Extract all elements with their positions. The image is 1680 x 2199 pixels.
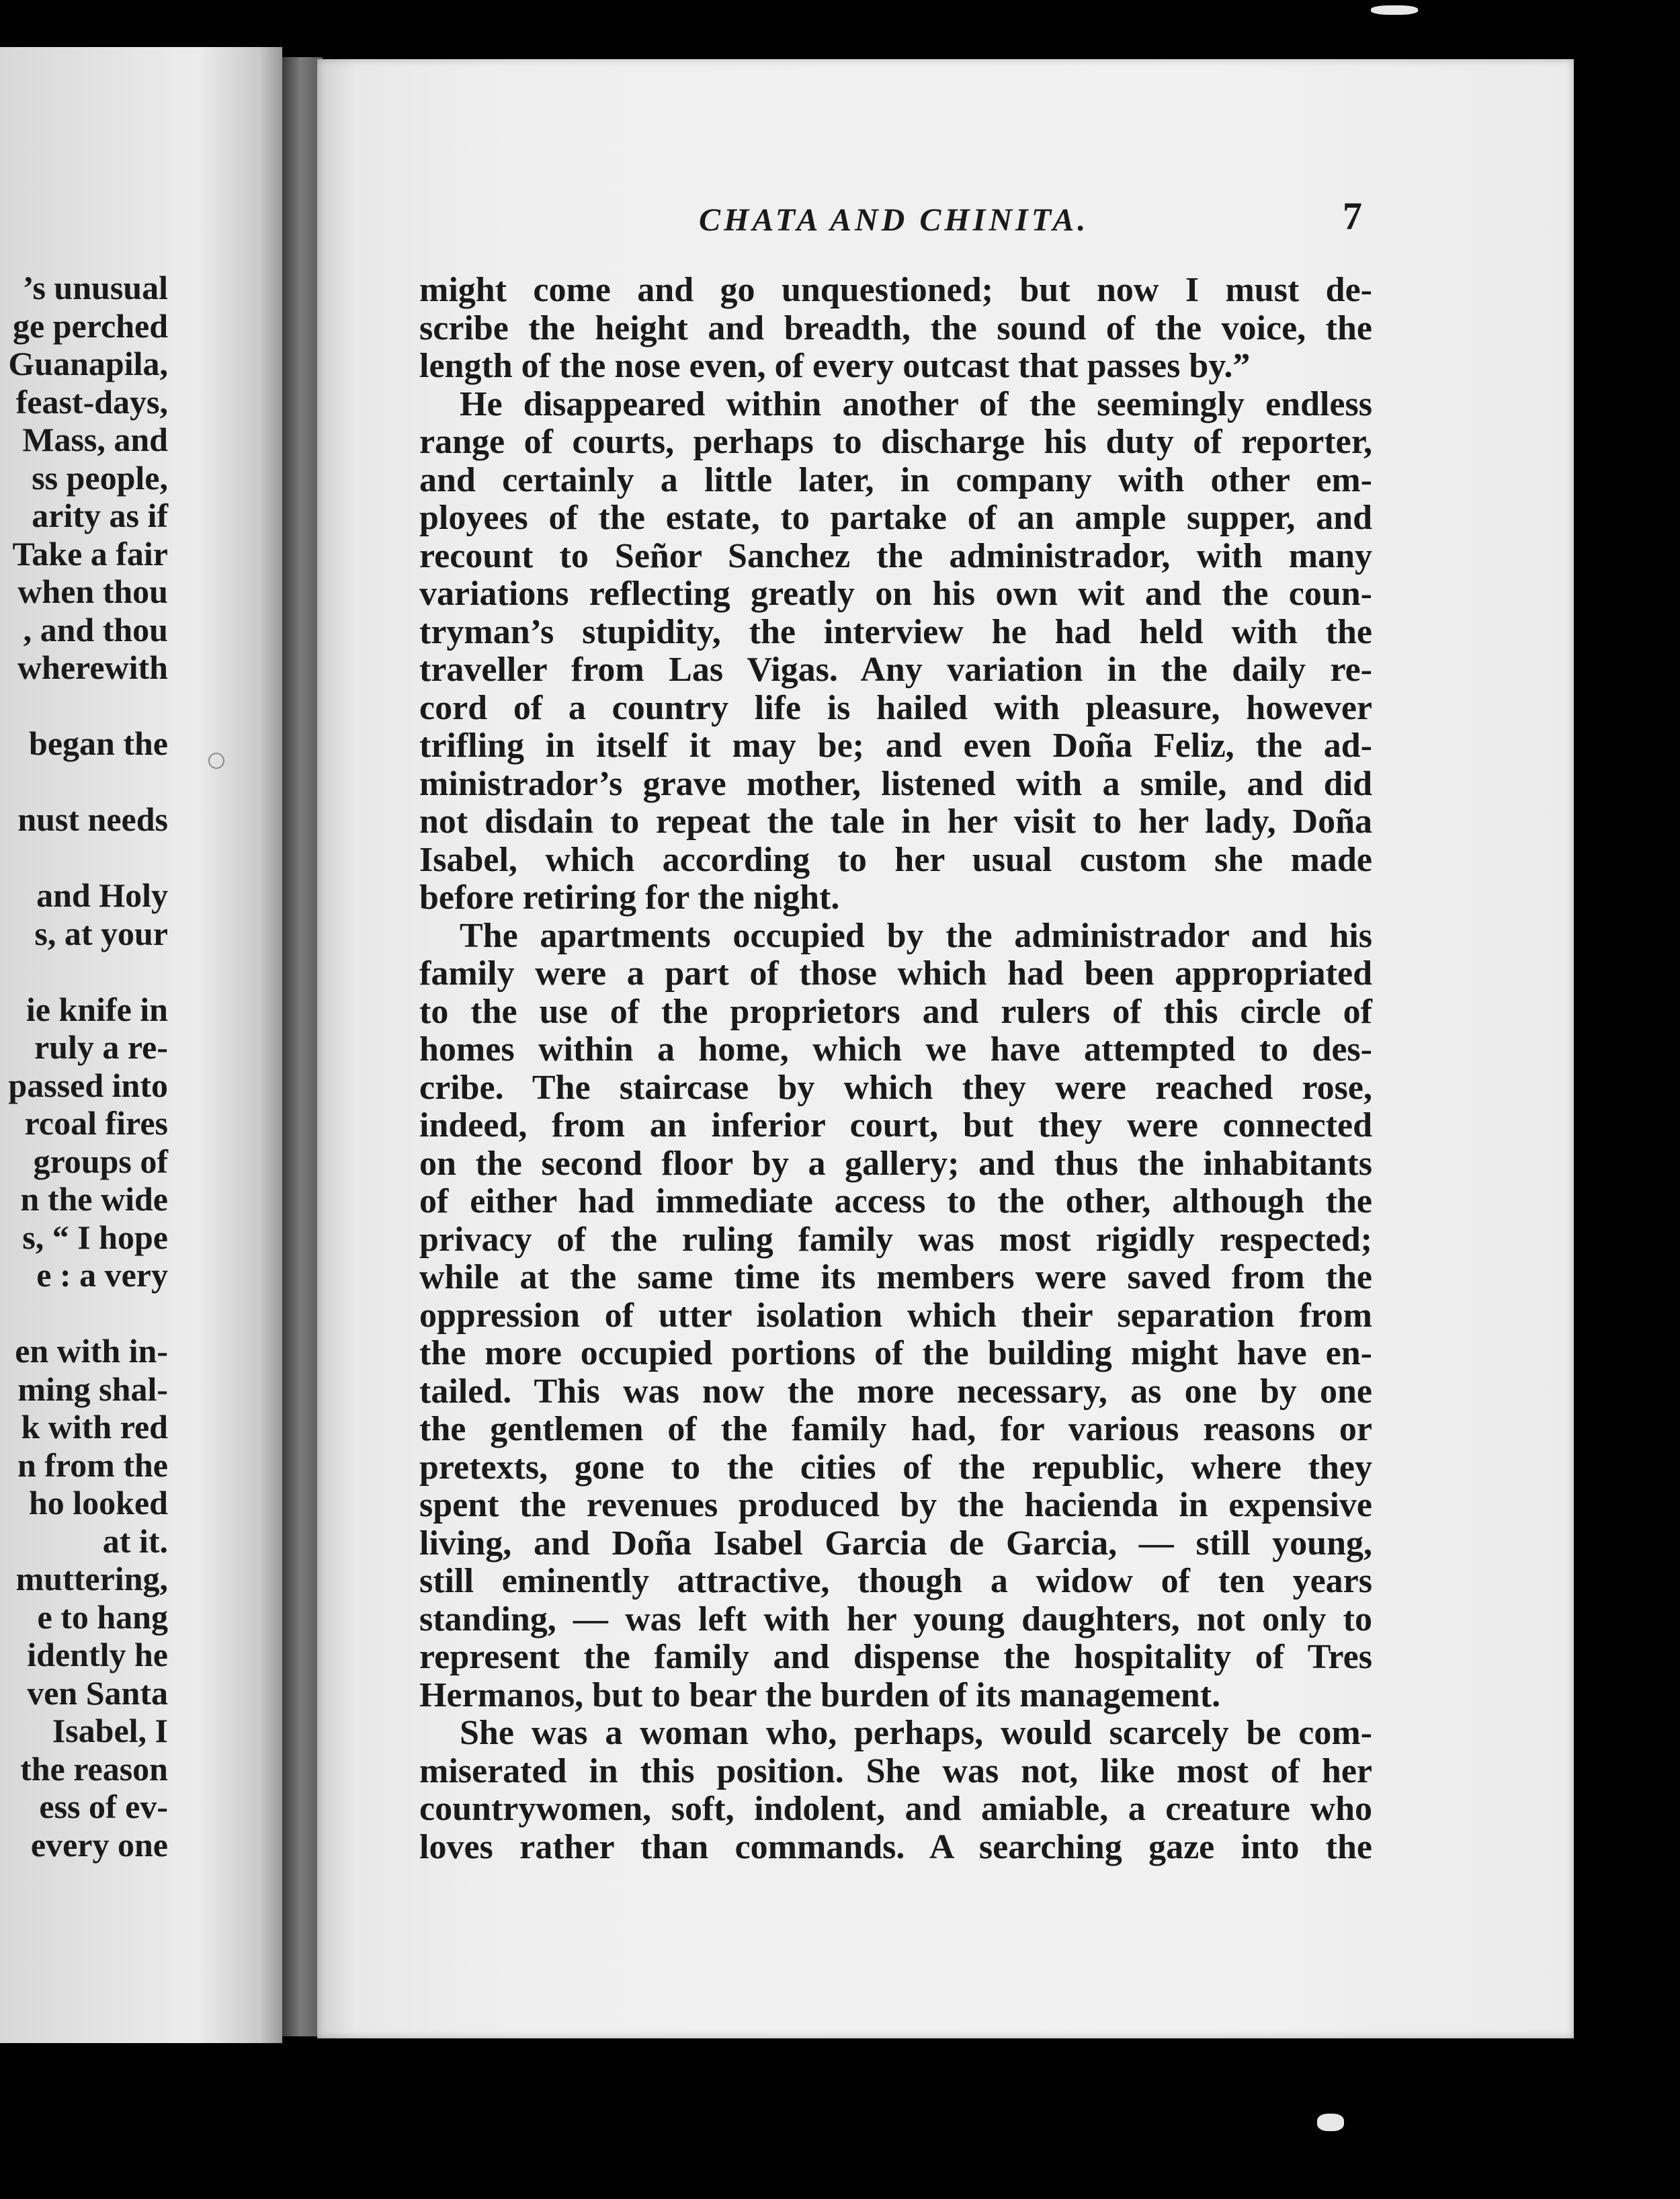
left-page-line: idently he bbox=[27, 1636, 168, 1673]
text-line: Hermanos, but to bear the burden of its management. bbox=[419, 1675, 1221, 1714]
book-gutter bbox=[282, 57, 323, 2036]
left-page-line bbox=[0, 839, 168, 877]
text-line: traveller from Las Vigas. Any variation in the daily re- bbox=[419, 651, 1372, 689]
left-page-text bbox=[0, 269, 168, 1864]
left-page-line: ho looked bbox=[28, 1484, 168, 1522]
text-line: privacy of the ruling family was most rigidly respected; bbox=[419, 1220, 1372, 1259]
text-line: trifling in itself it may be; and even Doña Feliz, the ad- bbox=[419, 727, 1372, 765]
left-page-line: en with in- bbox=[15, 1332, 168, 1370]
text-line: He disappeared within another of the seemingly endless bbox=[460, 384, 1372, 423]
left-page-line bbox=[0, 687, 168, 725]
left-page-line: ven Santa bbox=[27, 1673, 168, 1712]
left-page-line: ruly a re- bbox=[34, 1028, 168, 1066]
text-line: cord of a country life is hailed with pleasure, however bbox=[419, 688, 1372, 727]
text-line: homes within a home, which we have attempted to des- bbox=[419, 1030, 1372, 1069]
text-line: living, and Doña Isabel Garcia de Garcia, — still young, bbox=[419, 1524, 1372, 1563]
left-page-line: n the wide bbox=[20, 1180, 168, 1218]
left-page-line: began the bbox=[29, 724, 168, 762]
text-line: the gentlemen of the family had, for various reasons or bbox=[419, 1410, 1372, 1448]
left-page-line: n from the bbox=[17, 1446, 168, 1484]
left-page-line: and Holy bbox=[36, 876, 168, 914]
left-page-line: feast-days, bbox=[15, 382, 168, 421]
left-page-line: when thou bbox=[17, 573, 168, 610]
text-line: The apartments occupied by the administrador and his bbox=[460, 916, 1372, 955]
left-page-line: s, at your bbox=[34, 914, 168, 952]
left-page-line: ming shal- bbox=[17, 1370, 168, 1408]
text-line: while at the same time its members were saved from the bbox=[419, 1258, 1372, 1296]
text-line: oppression of utter isolation which their separation from bbox=[419, 1296, 1372, 1335]
left-page-line: e : a very bbox=[36, 1256, 168, 1294]
text-line: on the second floor by a gallery; and thus the inhabitants bbox=[419, 1144, 1372, 1183]
text-line: loves rather than commands. A searching gaze into the bbox=[419, 1827, 1372, 1866]
text-line: She was a woman who, perhaps, would scarcely be com- bbox=[460, 1714, 1372, 1752]
text-line: cribe. The staircase by which they were reached rose, bbox=[419, 1068, 1372, 1107]
left-page-line: muttering, bbox=[15, 1560, 168, 1598]
left-page-line: e to hang bbox=[37, 1598, 168, 1636]
left-page-line: ge perched bbox=[13, 306, 168, 345]
text-line: ministrador’s grave mother, listened with a smile, and did bbox=[419, 764, 1372, 803]
text-line: still eminently attractive, though a widow of ten years bbox=[419, 1562, 1372, 1600]
text-line: before retiring for the night. bbox=[419, 878, 840, 917]
text-line: and certainly a little later, in company with other em- bbox=[419, 460, 1372, 499]
text-line: tailed. This was now the more necessary, as one by one bbox=[419, 1372, 1372, 1411]
text-line: represent the family and dispense the hospitality of Tres bbox=[419, 1638, 1372, 1676]
running-head: CHATA AND CHINITA. bbox=[699, 202, 1089, 238]
text-line: might come and go unquestioned; but now I must de- bbox=[419, 271, 1372, 309]
binding-hole bbox=[208, 753, 224, 769]
left-page-line: s, “ I hope bbox=[22, 1218, 168, 1256]
text-line: to the use of the proprietors and rulers of this circle of bbox=[419, 992, 1372, 1031]
left-page-line: ss people, bbox=[32, 458, 168, 497]
text-line: tryman’s stupidity, the interview he had held with the bbox=[419, 612, 1372, 651]
left-page-line bbox=[0, 952, 168, 991]
scan-speck bbox=[1371, 5, 1418, 15]
left-page-line: ’s unusual bbox=[22, 269, 168, 306]
left-page-line: every one bbox=[30, 1825, 168, 1864]
text-line: the more occupied portions of the building might have en- bbox=[419, 1334, 1372, 1372]
left-page-line: arity as if bbox=[32, 497, 168, 534]
text-line: Isabel, which according to her usual custom she made bbox=[419, 840, 1372, 879]
left-page-line bbox=[0, 1294, 168, 1333]
body-text bbox=[419, 272, 1372, 1866]
left-page-line: rcoal fires bbox=[24, 1104, 168, 1142]
left-page-line: Guanapila, bbox=[8, 345, 168, 382]
text-line: recount to Señor Sanchez the administrador, with many bbox=[419, 536, 1372, 575]
text-line: of either had immediate access to the other, although the bbox=[419, 1182, 1372, 1220]
text-line: miserated in this position. She was not, like most of her bbox=[419, 1751, 1372, 1790]
left-page-line: Mass, and bbox=[22, 421, 168, 458]
left-page-line: the reason bbox=[20, 1749, 168, 1788]
scan-speck bbox=[1317, 2114, 1344, 2131]
text-line: countrywomen, soft, indolent, and amiable, a creature who bbox=[419, 1790, 1372, 1828]
left-page-line bbox=[0, 763, 168, 801]
left-page-line: at it. bbox=[102, 1522, 168, 1560]
left-page-line: ie knife in bbox=[26, 990, 168, 1028]
text-line: family were a part of those which had been appropriated bbox=[419, 954, 1372, 993]
text-line: standing, — was left with her young daughters, not only to bbox=[419, 1600, 1372, 1638]
left-page-line: passed into bbox=[8, 1066, 168, 1104]
text-line: range of courts, perhaps to discharge his duty of reporter, bbox=[419, 423, 1372, 461]
left-page-line: Isabel, I bbox=[52, 1712, 168, 1749]
text-line: variations reflecting greatly on his own wit and the coun- bbox=[419, 575, 1372, 613]
page-number: 7 bbox=[1343, 194, 1362, 238]
left-page-line: wherewith bbox=[17, 649, 168, 686]
left-page-line: groups of bbox=[33, 1142, 168, 1180]
left-page-line: ess of ev- bbox=[39, 1788, 168, 1825]
left-page-line: nust needs bbox=[17, 800, 168, 838]
text-line: pretexts, gone to the cities of the republic, where they bbox=[419, 1448, 1372, 1487]
text-line: spent the revenues produced by the hacienda in expensive bbox=[419, 1486, 1372, 1524]
text-line: not disdain to repeat the tale in her visit to her lady, Doña bbox=[419, 802, 1372, 841]
left-page-line: Take a fair bbox=[12, 534, 168, 573]
left-page-line: k with red bbox=[21, 1408, 168, 1446]
text-line: scribe the height and breadth, the sound of the voice, the bbox=[419, 308, 1372, 347]
left-page-line: , and thou bbox=[23, 610, 168, 649]
text-line: ployees of the estate, to partake of an ample supper, and bbox=[419, 499, 1372, 537]
text-line: length of the nose even, of every outcast that passes by.” bbox=[419, 347, 1251, 385]
left-facing-page bbox=[0, 47, 282, 2043]
text-line: indeed, from an inferior court, but they were connected bbox=[419, 1106, 1372, 1145]
